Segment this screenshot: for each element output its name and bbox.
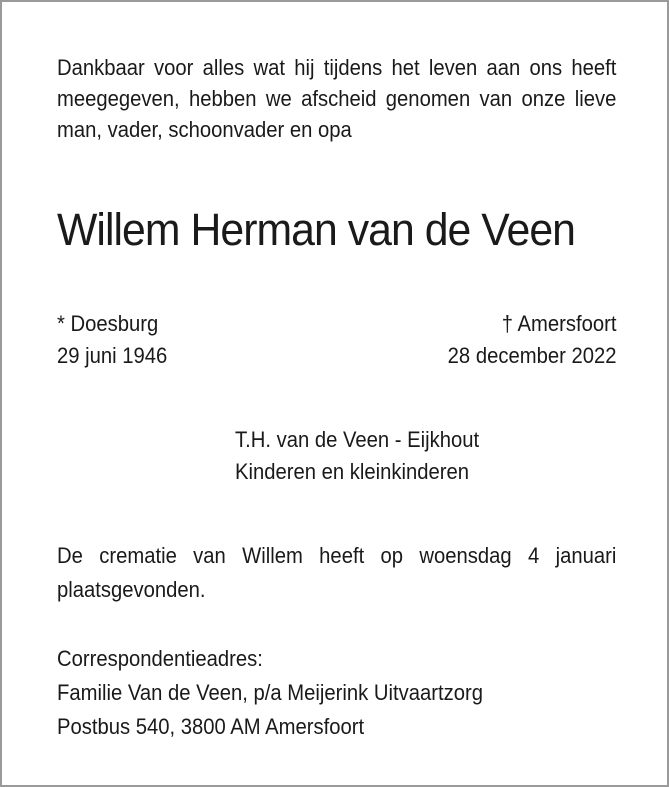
deceased-name: Willem Herman van de Veen [57, 204, 576, 255]
address-recipient: Familie Van de Veen, p/a Meijerink Uitvaartzorg [57, 680, 483, 705]
correspondence-address [57, 642, 571, 744]
family-spouse: T.H. van de Veen - Eijkhout [235, 427, 480, 452]
death-place: † Amersfoort [501, 311, 616, 336]
birth-place: * Doesburg [57, 311, 159, 336]
birth-info [57, 308, 177, 372]
life-dates [57, 308, 616, 372]
death-info [433, 308, 616, 372]
family-list [235, 424, 479, 488]
birth-date: 29 juni 1946 [57, 343, 168, 368]
cremation-text: De crematie van Willem heeft op woensdag 4 januari plaatsgevonden. [57, 543, 617, 602]
address-heading: Correspondentieadres: [57, 646, 263, 671]
intro-text: Dankbaar voor alles wat hij tijdens het leven aan ons heeft meegegeven, hebben we afscheid genomen van onze lieve man, vader, schoonvader en opa [57, 55, 617, 142]
family-children: Kinderen en kleinkinderen [235, 459, 470, 484]
address-postbox: Postbus 540, 3800 AM Amersfoort [57, 714, 365, 739]
death-date: 28 december 2022 [447, 343, 616, 368]
